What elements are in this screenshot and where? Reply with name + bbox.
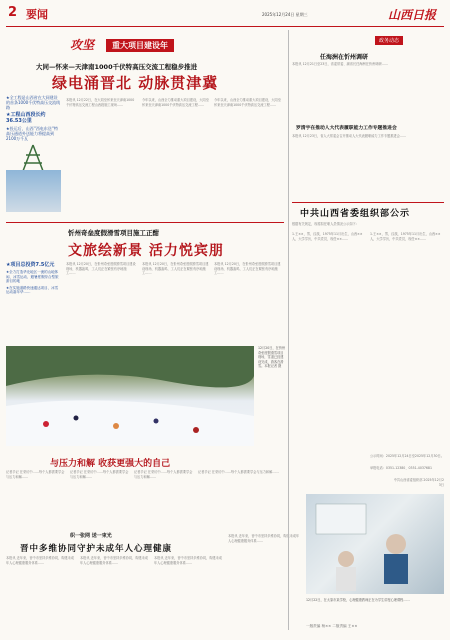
notice-body: 1.王××，男，汉族，1975年11月出生，山西××人，大学学历，中共党员，现任××…… [292, 232, 363, 241]
banner [70, 38, 230, 54]
story3-title: 与压力和解 收获更强大的自己 [50, 459, 171, 469]
banner-text: 重大项目建设年 [106, 39, 174, 52]
story4-body: 本报讯 近年来，晋中市坚持多维协同，构建未成年人心理健康服务体系…… [6, 556, 74, 565]
section-name: 要闻 [26, 8, 48, 21]
column-divider [288, 30, 289, 630]
column-label: 政务动态 [375, 36, 403, 45]
story2-sidebar [6, 262, 61, 295]
story4-body-col2: 本报讯 近年来，晋中市坚持多维协同，构建未成年人心理健康服务体系…… [80, 556, 148, 565]
notice-sign: 中共山西省委组织部 2025年12月23日 [393, 478, 444, 487]
story1-title: 绿电涌晋北 动脉贯津冀 [52, 74, 219, 92]
story3-body-col4: 记者手记 在采访中……每个人都需要学会与压力和解…… [198, 470, 279, 474]
right-divider [292, 202, 444, 203]
page-number: 2 [8, 5, 18, 20]
story2-body: 本报讯 12月20日，在忻州奇垒度假滑雪项目建设现场，机器轰鸣，工人们正在紧张有序地施工…… [66, 262, 136, 276]
story4-kicker: 织一张网 送一束光 [70, 533, 112, 539]
story2-body-col3: 本报讯 12月20日，在忻州奇垒度假滑雪项目建设现场，机器轰鸣，工人们正在紧张有序地施工…… [214, 262, 281, 276]
classroom-photo [306, 494, 444, 594]
right-story-a-body: 本报讯 12月21日至23日，省委常委、副省长任海洲在忻州调研…… [292, 62, 389, 66]
story2-kicker: 忻州奇垒度假滑雪项目施工正酣 [68, 229, 159, 237]
bottom-caption: 12月22日，在太原市某学校，心理健康教师正在为学生讲授心理课程…… [306, 598, 410, 602]
ski-photo-caption: 12月20日，在忻州奇垒度假滑雪项目现场，雪道已经建设完成，游客在滑雪。本报记者 摄 [258, 346, 286, 369]
story1-kicker: 大同—怀来—天津南1000千伏特高压交流工程稳步推进 [36, 63, 198, 71]
right-story-b-body: 本报讯 12月23日，省人大常委会召开推动人大代表履职能力工作专题推进会…… [292, 134, 407, 138]
story1-lead: 本报讯 12月22日，在大同至怀来至天津南1000千伏特高压交流工程山西段施工现场…… [66, 98, 135, 107]
notice-title: 中共山西省委组织部公示 [300, 209, 411, 219]
sidebar-point-2: ★工程山西段长约36.53公里 [6, 112, 46, 124]
story2-body-col2: 本报讯 12月20日，在忻州奇垒度假滑雪项目建设现场，机器轰鸣，工人们正在紧张有序地施工…… [142, 262, 209, 276]
ski-slope-illustration [6, 346, 254, 446]
sidebar-point-3: ★投运后，山西''西电东送''特高压通道外送能力将提高到2100万千瓦 [6, 126, 58, 141]
notice-footer: 公示时间：2025年12月24日至2025年12月30日。 [370, 454, 444, 458]
story1-body-col3: 今年以来，山西全力推动重大项目建设，大同至怀来至天津南1000千伏特高压交流工程…… [214, 98, 281, 107]
right-story-b-title: 罗清宇在推动人大代表履职能力工作专题推进会 [296, 126, 397, 131]
story3-body-col2: 记者手记 在采访中……每个人都需要学会与压力和解…… [70, 470, 129, 479]
story1-body: 今年以来，山西全力推动重大项目建设，大同至怀来至天津南1000千伏特高压交流工程…… [142, 98, 209, 107]
story4-body-col4: 本报讯 近年来，晋中市坚持多维协同，构建未成年人心理健康服务体系…… [228, 534, 300, 543]
notice-body-col2: 1.王××，男，汉族，1975年11月出生，山西××人，大学学历，中共党员，现任××…… [370, 232, 441, 241]
notice-intro: 根据有关规定，现将拟任职人员情况公示如下： [292, 222, 359, 226]
header-bar [6, 4, 444, 27]
story4-body-col3: 本报讯 近年来，晋中市坚持多维协同，构建未成年人心理健康服务体系…… [154, 556, 222, 565]
notice-phone: 举报电话：0351-12380、0351-4037681 [370, 466, 432, 470]
story1-photo [6, 170, 61, 212]
sidebar-point-1: ★全工程是山西省在大同建设的首条1000千伏特高压交流线路 [6, 95, 61, 110]
divider [6, 222, 284, 223]
classroom-illustration [306, 494, 444, 594]
story3-body: 记者手记 在采访中……每个人都需要学会与压力和解…… [6, 470, 65, 479]
story2-title: 文旅绘新景 活力悦宾朋 [68, 243, 224, 259]
masthead: 山西日报 [388, 8, 437, 22]
story3-body-col3: 记者手记 在采访中……每个人都需要学会与压力和解…… [134, 470, 193, 479]
story2-point-1: ★项目总投资7.5亿元 [6, 262, 55, 268]
story4-title: 晋中多维协同守护未成年人心理健康 [20, 544, 173, 554]
story2-point-3: ★在实施道路快速通达项目、冰雪运动嘉年华…… [6, 285, 59, 294]
ski-photo [6, 346, 254, 446]
right-story-a-title: 任海洲在忻州调研 [320, 54, 369, 61]
pylon-icon [18, 143, 48, 173]
date-line: 2025年12月24日 星期三 [262, 12, 308, 17]
story2-point-2: ★全力打造华北地区一流的山地休闲、冰雪运动、避暑度假综合型旅游目的地 [6, 270, 59, 283]
footer: 一版责编 杨×× 二版责编 王×× [306, 624, 358, 628]
banner-logo: 攻坚 [70, 38, 95, 52]
